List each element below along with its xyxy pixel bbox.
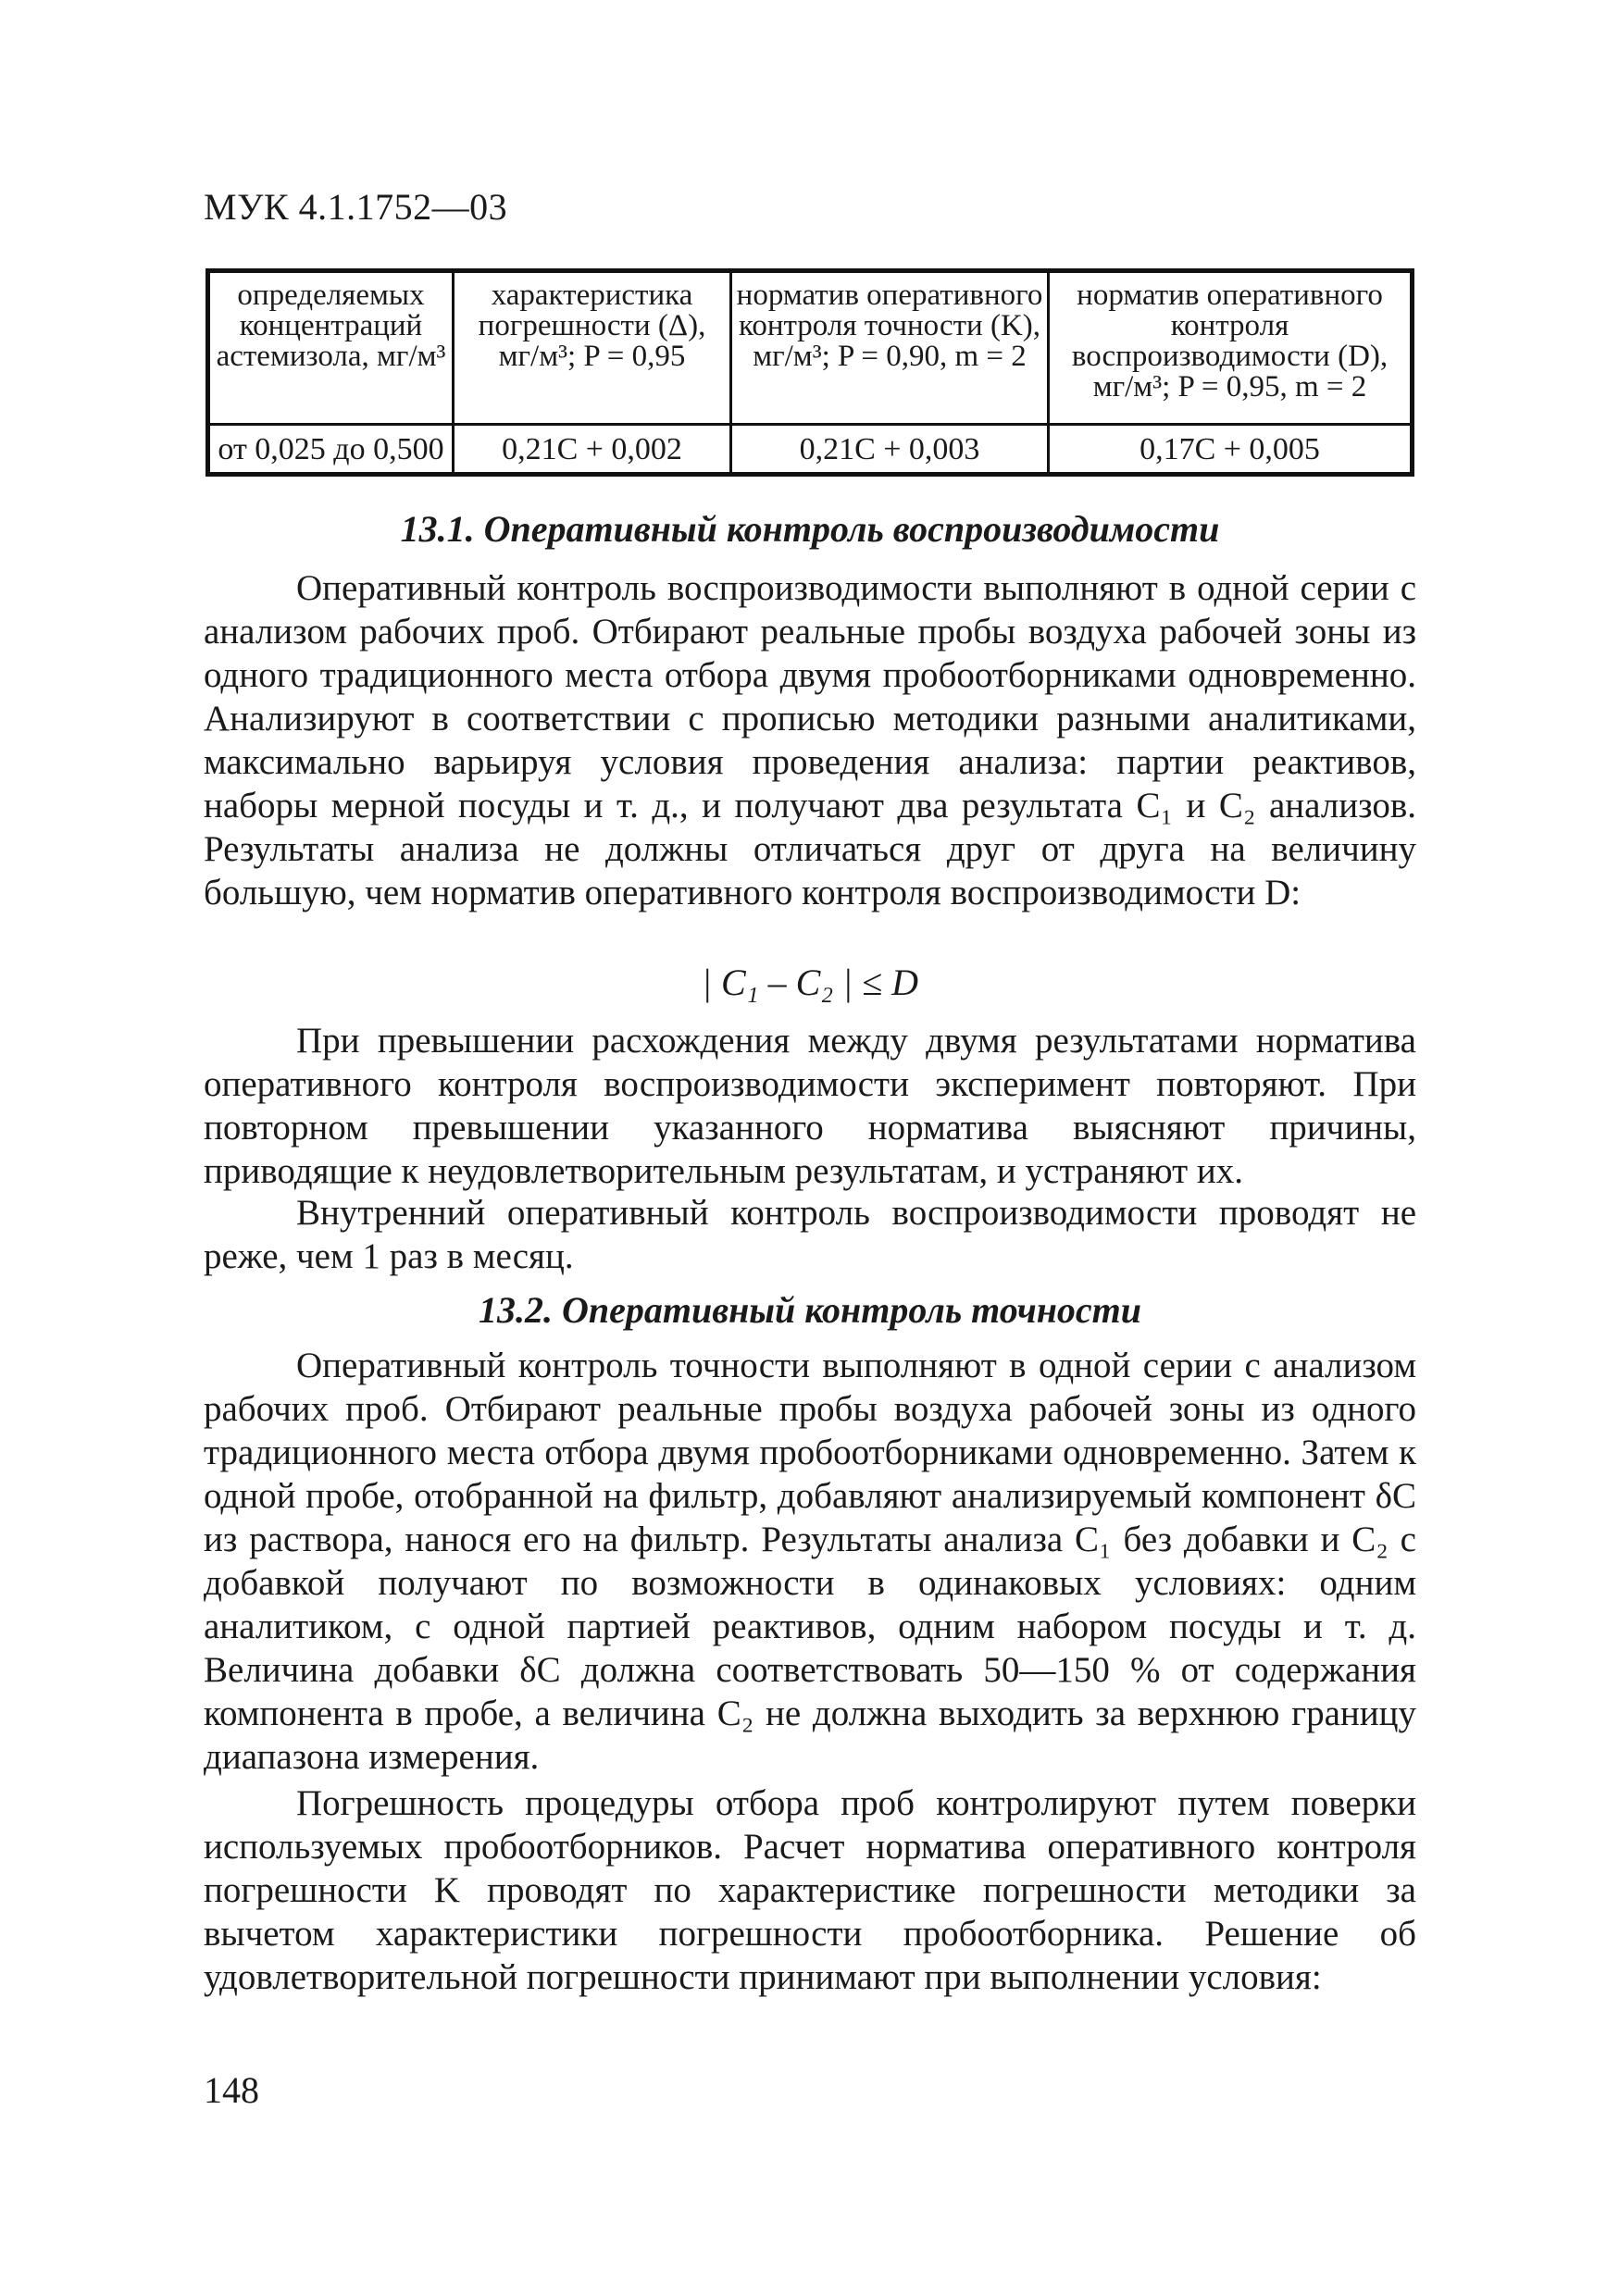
limits-table-container	[205, 268, 1414, 477]
section-title-accuracy: 13.2. Оперативный контроль точности	[478, 1289, 1142, 1331]
document-code-header: МУК 4.1.1752—03	[204, 186, 508, 228]
paragraph-reproducibility-frequency: Внутренний оперативный контроль воспроизводимости проводят не реже, чем 1 раз в месяц.	[204, 1193, 1416, 1276]
table-row	[208, 425, 1413, 475]
paragraph-reproducibility-exceed: При превышении расхождения между двумя результатами норматива оперативного контроля воспроизводимости эксперимент повторяют. При повторном превышении указанного норматива выясняют причины, приводящие к неудовлетворительным результатам, и устраняют их.	[204, 1021, 1416, 1191]
table-header-cell: характеристика погрешности (Δ), мг/м³; P = 0,95	[454, 271, 731, 425]
table-cell: 0,21C + 0,002	[454, 425, 731, 475]
page-number: 148	[204, 2069, 259, 2111]
table-header-cell: определяемых концентраций астемизола, мг/м³	[208, 271, 454, 425]
paragraph-accuracy-sampling: Погрешность процедуры отбора проб контролируют путем поверки используемых пробоотборников. Расчет норматива оперативного контроля погрешности K проводят по характеристике погрешности методики за вычетом характеристики погрешности пробоотборника. Решение об удовлетворительной погрешности принимают при выполнении условия:	[204, 1783, 1416, 1997]
section-title-reproducibility: 13.1. Оперативный контроль воспроизводимости	[400, 508, 1220, 550]
table-cell: 0,21C + 0,003	[731, 425, 1049, 475]
limits-table	[205, 268, 1414, 477]
paragraph-reproducibility-intro: Оперативный контроль воспроизводимости выполняют в одной серии с анализом рабочих проб. Отбирают реальные пробы воздуха рабочей зоны из одного традиционного места отбора двумя пробоотборниками одновременно. Анализируют в соответствии с прописью методики разными аналитиками, максимально варьируя условия проведения анализа: партии реактивов, наборы мерной посуды и т. д., и получают два результата C₁ и C₂ анализов. Результаты анализа не должны отличаться друг от друга на величину большую, чем норматив оперативного контроля воспроизводимости D:	[204, 568, 1416, 912]
table-header-row	[208, 271, 1413, 425]
table-header-cell: норматив оперативного контроля воспроизводимости (D), мг/м³; P = 0,95, m = 2	[1049, 271, 1413, 425]
table-cell: 0,17C + 0,005	[1049, 425, 1413, 475]
table-cell: от 0,025 до 0,500	[208, 425, 454, 475]
table-header-cell: норматив оперативного контроля точности (K), мг/м³; P = 0,90, m = 2	[731, 271, 1049, 425]
paragraph-accuracy-intro: Оперативный контроль точности выполняют в одной серии с анализом рабочих проб. Отбирают реальные пробы воздуха рабочей зоны из одного традиционного места отбора двумя пробоотборниками одновременно. Затем к одной пробе, отобранной на фильтр, добавляют анализируемый компонент δC из раствора, нанося его на фильтр. Результаты анализа C₁ без добавки и C₂ с добавкой получают по возможности в одинаковых условиях: одним аналитиком, с одной партией реактивов, одним набором посуды и т. д. Величина добавки δC должна соответствовать 50—150 % от содержания компонента в пробе, а величина C₂ не должна выходить за верхнюю границу диапазона измерения.	[204, 1346, 1416, 1777]
formula-reproducibility: | C₁ – C₂ | ≤ D	[701, 962, 918, 1003]
